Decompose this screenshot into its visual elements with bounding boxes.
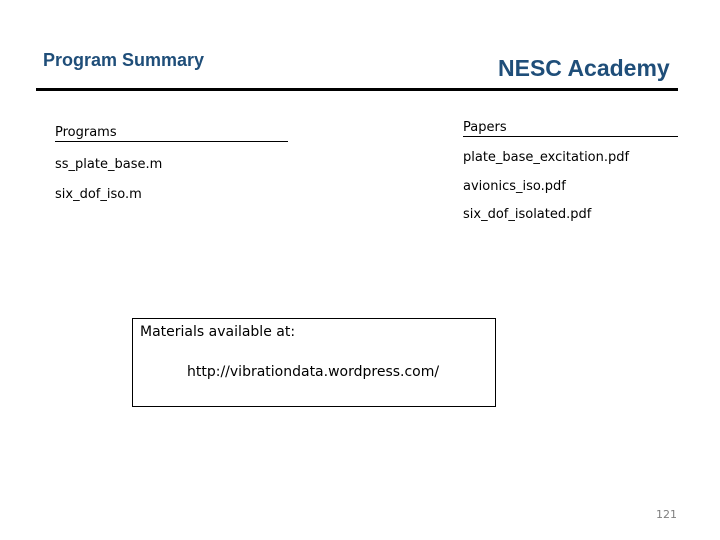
materials-label: Materials available at: bbox=[140, 324, 296, 340]
page-number: 121 bbox=[656, 508, 677, 521]
slide-title: Program Summary bbox=[43, 50, 205, 70]
paper-item: six_dof_isolated.pdf bbox=[463, 207, 592, 222]
organization-title: NESC Academy bbox=[498, 55, 670, 81]
materials-url-link[interactable]: http://vibrationdata.wordpress.com/ bbox=[187, 364, 440, 380]
papers-heading: Papers bbox=[463, 120, 678, 137]
program-item: six_dof_iso.m bbox=[55, 187, 142, 202]
paper-item: avionics_iso.pdf bbox=[463, 179, 566, 194]
programs-heading: Programs bbox=[55, 125, 288, 142]
header-divider bbox=[36, 88, 678, 91]
program-item: ss_plate_base.m bbox=[55, 157, 163, 172]
paper-item: plate_base_excitation.pdf bbox=[463, 150, 630, 165]
materials-box bbox=[132, 318, 496, 407]
